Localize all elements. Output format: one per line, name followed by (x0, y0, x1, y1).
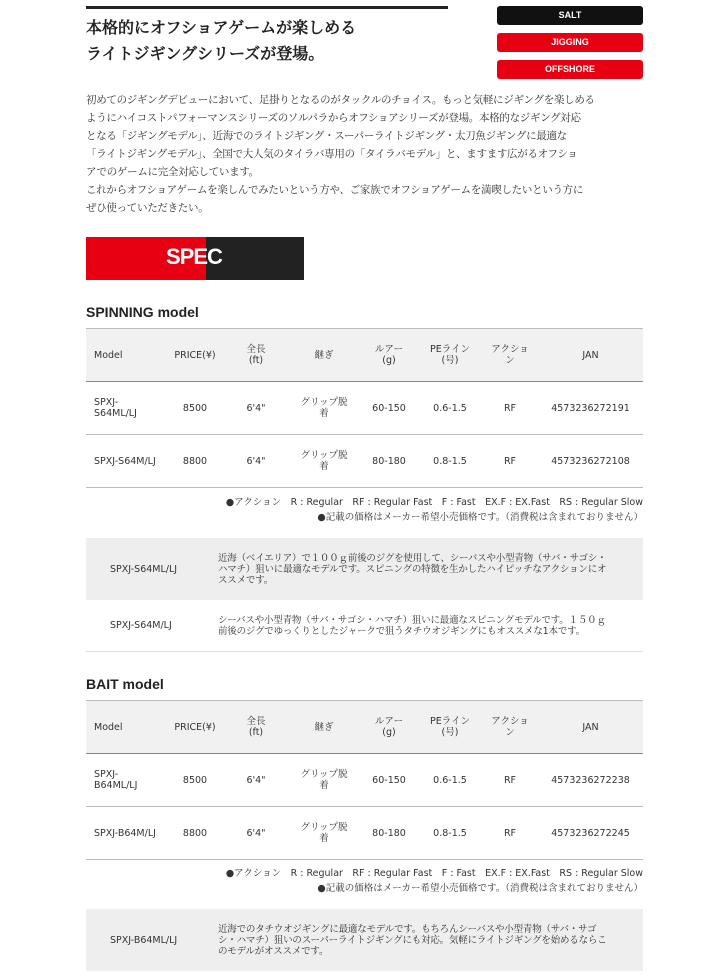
cell-length: 6'4" (246, 827, 266, 839)
cell-jan: 4573236272245 (551, 827, 630, 839)
intro-text (86, 91, 646, 217)
cell-price: 8500 (182, 402, 208, 414)
header-price: PRICE(¥) (174, 721, 216, 733)
bait-description-table (86, 909, 643, 971)
spinning-notes (86, 495, 643, 525)
header-length: 全長 (ft) (246, 344, 266, 366)
tag-offshore[interactable]: OFFSHORE (497, 60, 643, 79)
intro-line: となる「ジギングモデル」、近海でのライトジギング・スーパーライトジギング・太刀魚ジギングに最適な (86, 130, 567, 142)
cell-action: RF (503, 402, 517, 414)
headline (86, 15, 466, 67)
headline-line-2: ライトジギングシリーズが登場。 (86, 44, 325, 63)
table-row (86, 807, 643, 860)
cell-joint: グリップ脱 着 (300, 450, 348, 472)
header-action: アクショ ン (491, 344, 529, 366)
cell-lure: 60-150 (372, 774, 406, 786)
cell-pe-line: 0.6-1.5 (433, 774, 467, 786)
cell-price: 8500 (182, 774, 208, 786)
header-model: Model (94, 721, 123, 733)
bait-spec-table (86, 700, 643, 860)
cell-model: SPXJ- S64ML/LJ (94, 397, 137, 419)
cell-action: RF (503, 827, 517, 839)
spinning-section-title: SPINNING model (86, 304, 199, 320)
spinning-spec-table (86, 328, 643, 488)
header-action: アクショ ン (491, 716, 529, 738)
cell-length: 6'4" (246, 455, 266, 467)
headline-line-1: 本格的にオフショアゲームが楽しめる (86, 18, 357, 37)
cell-price: 8800 (182, 827, 208, 839)
intro-line: これからオフショアゲームを楽しんでみたいという方や、ご家族でオフショアゲームを満喫したいという方に (86, 184, 584, 196)
spec-banner (86, 237, 304, 280)
description-text: 近海でのタチウオジギングに最適なモデルです。もちろんシーバスや小型青物（サバ・サゴ シ・ハマチ）狙いのスーパーライトジギングにも対応。気軽にライトジギングを始めるならこ のモデルがオススメです。 (218, 923, 607, 957)
action-legend-note: ●アクション R : Regular RF : Regular Fast F : Fast EX.F : EX.Fast RS : Regular Slow (225, 497, 643, 508)
price-note: ●記載の価格はメーカー希望小売価格です。（消費税は含まれておりません） (317, 883, 643, 894)
header-jan: JAN (582, 721, 599, 733)
cell-model: SPXJ- B64ML/LJ (94, 769, 138, 791)
table-header-row (86, 701, 643, 754)
cell-jan: 4573236272108 (551, 455, 630, 467)
description-text: 近海（ベイエリア）で１００ｇ前後のジグを使用して、シーバスや小型青物（サバ・サゴシ・ ハマチ）狙いに最適なモデルです。スピニングの特徴を生かしたハイピッチなアクションにオ ススメです。 (218, 552, 607, 586)
description-model: SPXJ-S64ML/LJ (110, 563, 178, 575)
price-note: ●記載の価格はメーカー希望小売価格です。（消費税は含まれておりません） (317, 512, 643, 523)
cell-pe-line: 0.6-1.5 (433, 402, 467, 414)
header-price: PRICE(¥) (174, 349, 216, 361)
cell-action: RF (503, 774, 517, 786)
header-lure: ルアー (g) (374, 344, 404, 366)
intro-line: ようにハイコストパフォーマンスシリーズのソルパラからオフショアシリーズが登場。本格的なジギング対応 (86, 112, 581, 124)
intro-line: ぜひ使っていただきたい。 (86, 202, 209, 214)
cell-length: 6'4" (246, 774, 266, 786)
header-pe-line: PEライン (号) (430, 716, 470, 738)
cell-lure: 80-180 (372, 827, 406, 839)
spec-banner-label: SPEC (166, 244, 222, 269)
table-header-row (86, 329, 643, 382)
description-model: SPXJ-S64M/LJ (110, 620, 172, 631)
cell-lure: 80-180 (372, 455, 406, 467)
cell-model: SPXJ-B64M/LJ (94, 827, 156, 839)
cell-price: 8800 (182, 455, 208, 467)
header-lure: ルアー (g) (374, 716, 404, 738)
cell-joint: グリップ脱 着 (300, 822, 348, 844)
table-row (86, 435, 643, 488)
tag-jigging[interactable]: JIGGING (497, 33, 643, 52)
cell-joint: グリップ脱 着 (300, 397, 348, 419)
description-row (86, 909, 643, 971)
description-row (86, 600, 643, 652)
description-row (86, 538, 643, 600)
cell-jan: 4573236272191 (551, 402, 630, 414)
cell-model: SPXJ-S64M/LJ (94, 455, 156, 467)
cell-action: RF (503, 455, 517, 467)
cell-pe-line: 0.8-1.5 (433, 455, 467, 467)
cell-pe-line: 0.8-1.5 (433, 827, 467, 839)
table-row (86, 382, 643, 435)
table-row (86, 754, 643, 807)
header-joint: 継ぎ (314, 349, 334, 361)
header-length: 全長 (ft) (246, 716, 266, 738)
bait-notes (86, 866, 643, 896)
category-tags (497, 6, 643, 87)
header-pe-line: PEライン (号) (430, 344, 470, 366)
cell-length: 6'4" (246, 402, 266, 414)
description-text: シーバスや小型青物（サバ・サゴシ・ハマチ）狙いに最適なスピニングモデルです。１５０ｇ 前後のジグでゆっくりとしたジャークで狙うタチウオジギングにもオススメな1本です。 (218, 614, 606, 637)
cell-jan: 4573236272238 (551, 774, 630, 786)
header-jan: JAN (582, 349, 599, 361)
intro-line: アでのゲームに完全対応しています。 (86, 166, 259, 178)
tag-salt[interactable]: SALT (497, 6, 643, 25)
intro-line: 初めてのジギングデビューにおいて、足掛りとなるのがタックルのチョイス。もっと気軽にジギングを楽しめる (86, 94, 595, 106)
top-rule (86, 6, 448, 9)
intro-line: 「ライトジギングモデル」、全国で大人気のタイラバ専用の「タイラバモデル」と、ますます広がるオフショ (86, 148, 578, 160)
cell-joint: グリップ脱 着 (300, 769, 348, 791)
bait-section-title: BAIT model (86, 676, 164, 692)
spinning-description-table (86, 538, 643, 652)
header-model: Model (94, 349, 123, 361)
header-joint: 継ぎ (314, 721, 334, 733)
cell-lure: 60-150 (372, 402, 406, 414)
action-legend-note: ●アクション R : Regular RF : Regular Fast F : Fast EX.F : EX.Fast RS : Regular Slow (225, 868, 643, 879)
description-model: SPXJ-B64ML/LJ (110, 934, 178, 946)
